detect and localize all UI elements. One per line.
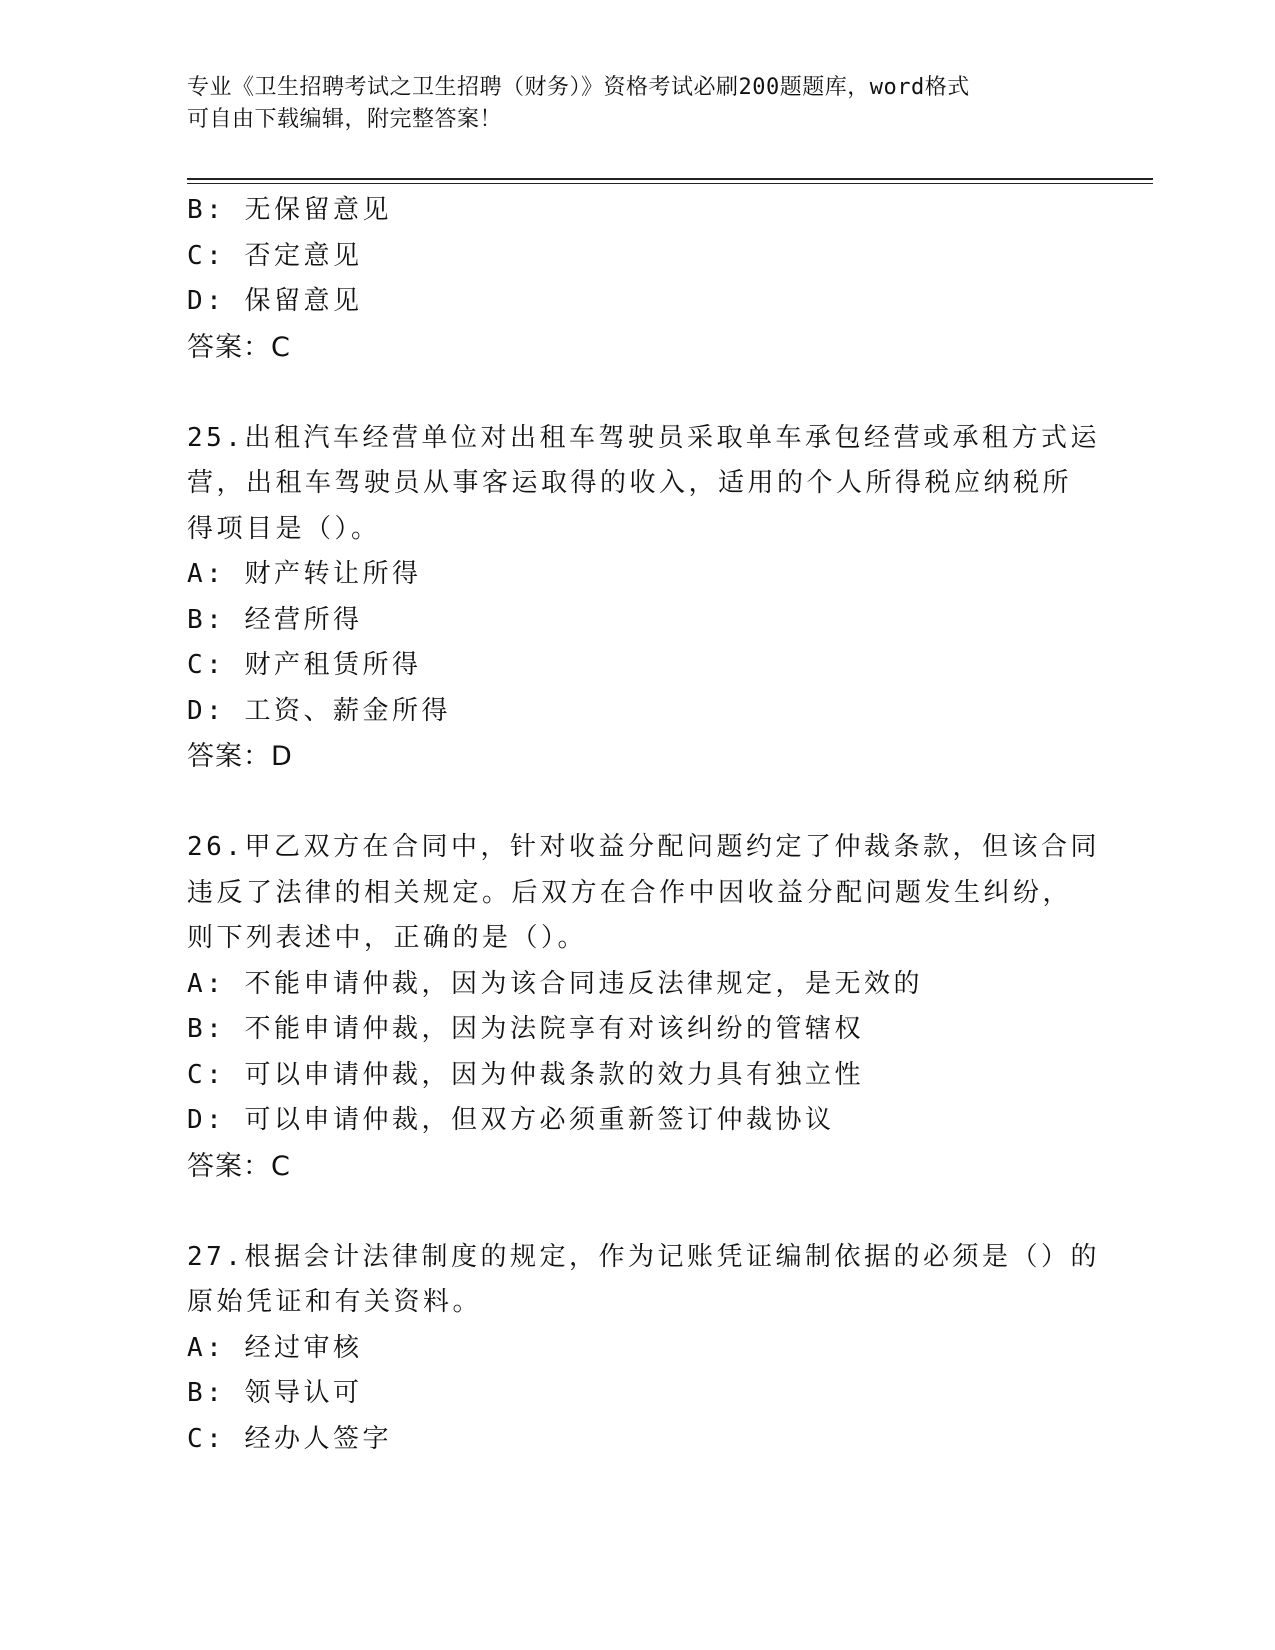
question-stem-line: 营，出租车驾驶员从事客运取得的收入，适用的个人所得税应纳税所 xyxy=(187,468,1073,498)
option-b: B: 领导认可 xyxy=(187,1378,363,1408)
question-25 xyxy=(187,416,1100,780)
question-stem-line: 25.出租汽车经营单位对出租车驾驶员采取单车承包经营或承租方式运 xyxy=(187,422,1100,453)
option-d: D: 可以申请仲裁，但双方必须重新签订仲裁协议 xyxy=(187,1105,835,1135)
spacer xyxy=(187,780,1087,826)
answer-label: 答案：C xyxy=(187,331,291,363)
question-list xyxy=(187,188,1100,1462)
spacer xyxy=(187,1189,1087,1235)
option-b: B: 不能申请仲裁，因为法院享有对该纠纷的管辖权 xyxy=(187,1014,864,1044)
option-d: D: 工资、薪金所得 xyxy=(187,695,451,726)
question-stem-line: 26.甲乙双方在合同中，针对收益分配问题约定了仲裁条款，但该合同 xyxy=(187,832,1100,862)
option-a: A: 不能申请仲裁，因为该合同违反法律规定，是无效的 xyxy=(187,968,923,999)
answer-label: 答案：D xyxy=(187,741,293,772)
spacer xyxy=(187,370,1087,416)
header-title-line-2: 可自由下载编辑，附完整答案！ xyxy=(187,107,503,132)
option-a: A: 财产转让所得 xyxy=(187,559,422,589)
question-27 xyxy=(187,1235,1100,1463)
header-rule-thick xyxy=(187,178,1153,180)
question-26 xyxy=(187,825,1100,1189)
question-stem-line: 违反了法律的相关规定。后双方在合作中因收益分配问题发生纠纷， xyxy=(187,877,1073,908)
option-c: C: 可以申请仲裁，因为仲裁条款的效力具有独立性 xyxy=(187,1059,864,1090)
option-b: B: 经营所得 xyxy=(187,604,363,635)
question-24-tail xyxy=(187,188,1087,370)
answer-label: 答案：C xyxy=(187,1150,291,1182)
question-stem-line: 原始凭证和有关资料。 xyxy=(187,1287,483,1317)
option-d: D: 保留意见 xyxy=(187,286,363,316)
question-stem-line: 则下列表述中，正确的是（）。 xyxy=(187,923,588,953)
header-title-line-1: 专业《卫生招聘考试之卫生招聘（财务）》资格考试必刷200题题库，word格式 xyxy=(187,75,970,100)
question-stem-line: 得项目是（）。 xyxy=(187,513,381,544)
option-c: C: 财产租赁所得 xyxy=(187,650,422,680)
option-b: B: 无保留意见 xyxy=(187,195,392,225)
option-a: A: 经过审核 xyxy=(187,1332,363,1363)
document-header xyxy=(187,72,1067,136)
question-stem-line: 27.根据会计法律制度的规定，作为记账凭证编制依据的必须是（）的 xyxy=(187,1241,1100,1272)
header-rule-thin xyxy=(187,183,1153,184)
option-c: C: 否定意见 xyxy=(187,240,363,271)
option-c: C: 经办人签字 xyxy=(187,1423,392,1454)
